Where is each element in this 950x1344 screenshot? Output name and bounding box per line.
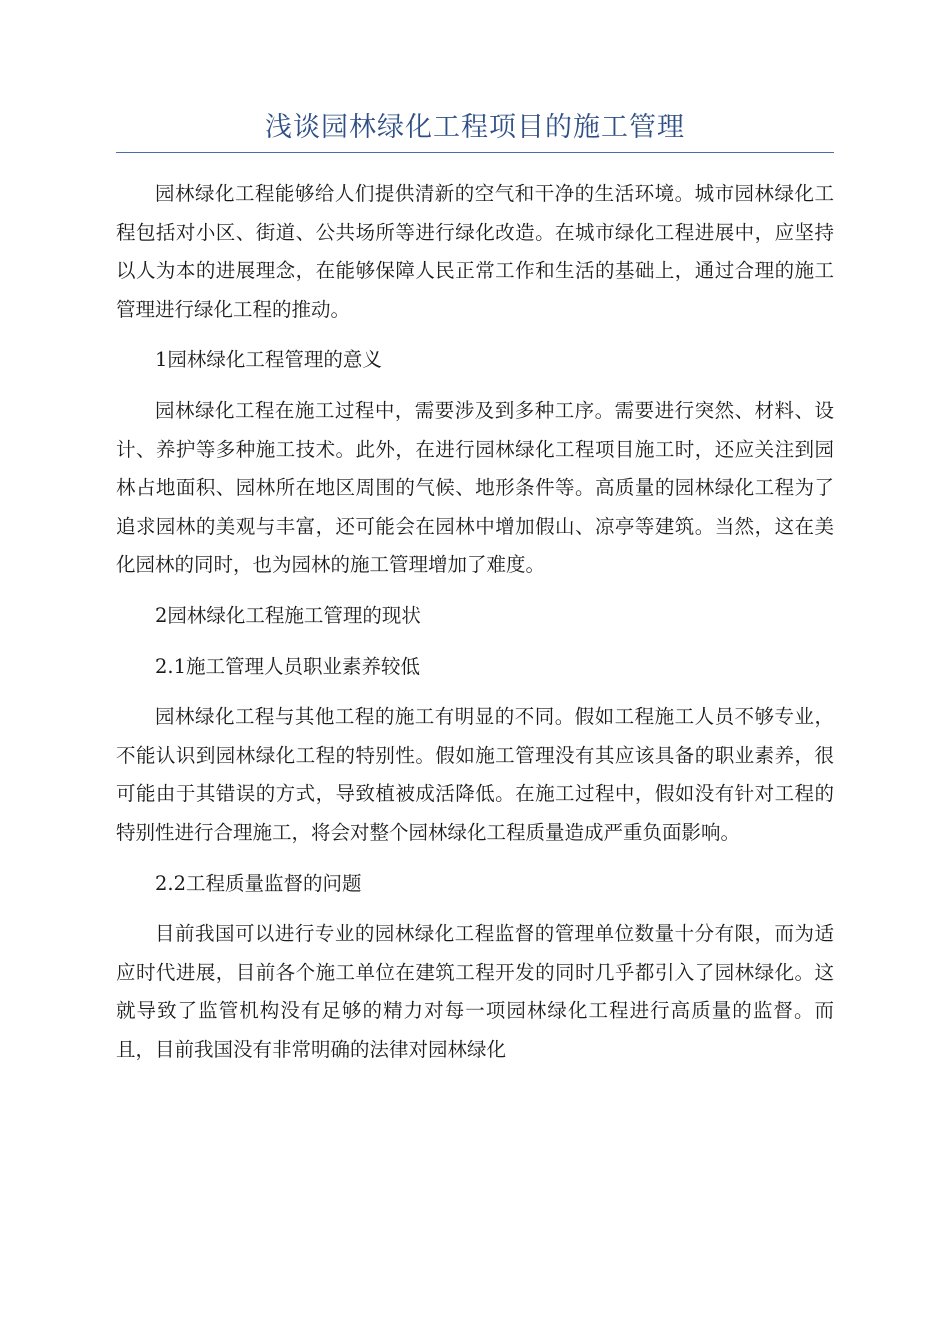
subsection-heading-2-2: 2.2工程质量监督的问题 xyxy=(155,871,362,895)
paragraph-section-2-1: 园林绿化工程与其他工程的施工有明显的不同。假如工程施工人员不够专业，不能认识到园林绿化工程的特别性。假如施工管理没有其应该具备的职业素养，很可能由于其错误的方式，导致植被成活降低。在施工过程中，假如没有针对工程的特别性进行合理施工，将会对整个园林绿化工程质量造成严重负面影响。 xyxy=(116,705,834,844)
subsection-heading-2-1: 2.1施工管理人员职业素养较低 xyxy=(155,654,421,678)
title-underline xyxy=(116,152,834,153)
document-page xyxy=(116,108,834,1081)
section-heading-2: 2园林绿化工程施工管理的现状 xyxy=(155,603,421,627)
paragraph-section-1: 园林绿化工程在施工过程中，需要涉及到多种工序。需要进行突然、材料、设计、养护等多种施工技术。此外，在进行园林绿化工程项目施工时，还应关注到园林占地面积、园林所在地区周围的气候、地形条件等。高质量的园林绿化工程为了追求园林的美观与丰富，还可能会在园林中增加假山、凉亭等建筑。当然，这在美化园林的同时，也为园林的施工管理增加了难度。 xyxy=(116,398,834,577)
paragraph-section-2-2: 目前我国可以进行专业的园林绿化工程监督的管理单位数量十分有限，而为适应时代进展，目前各个施工单位在建筑工程开发的同时几乎都引入了园林绿化。这就导致了监管机构没有足够的精力对每一项园林绿化工程进行高质量的监督。而且，目前我国没有非常明确的法律对园林绿化 xyxy=(116,922,834,1061)
document-title: 浅谈园林绿化工程项目的施工管理 xyxy=(265,112,685,143)
paragraph-intro: 园林绿化工程能够给人们提供清新的空气和干净的生活环境。城市园林绿化工程包括对小区、街道、公共场所等进行绿化改造。在城市绿化工程进展中，应坚持以人为本的进展理念，在能够保障人民正常工作和生活的基础上，通过合理的施工管理进行绿化工程的推动。 xyxy=(116,182,834,321)
section-heading-1: 1园林绿化工程管理的意义 xyxy=(155,348,382,372)
